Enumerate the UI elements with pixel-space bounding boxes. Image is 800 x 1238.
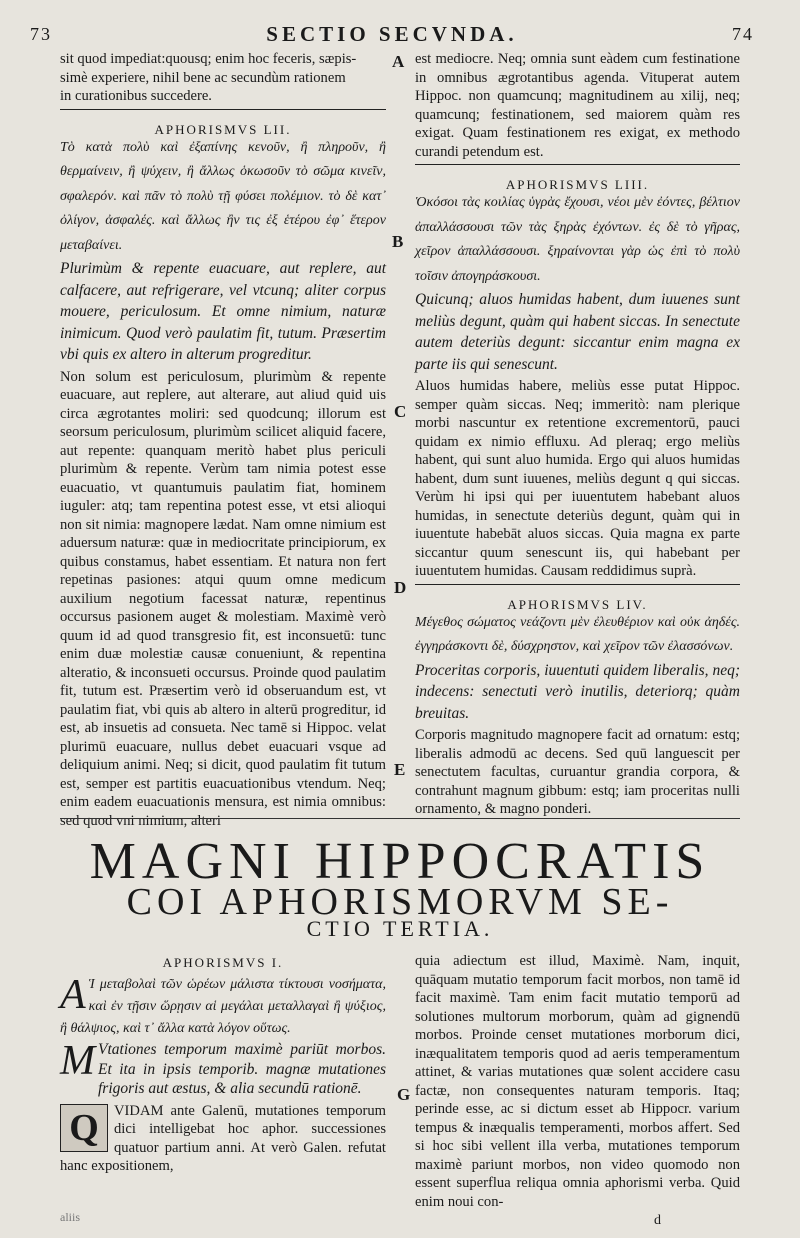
greek-text: Ὁκόσοι τὰς κοιλίας ὑγρὰς ἔχουσι, νέοι μὲν ἐόντες, βέλτιον ἀπαλλάσσουσι τῶν τὰς ξηρὰς ἐχόντων. ἐς δὲ τὸ γῆρας, χεῖρον ἀπαλλάσσουσι. ξηραίνονται γὰρ ὡς ἐπὶ τὸ πολὺ τοῖσιν ἀπογηράσκουσι. <box>415 195 740 284</box>
divider <box>60 109 386 110</box>
latin-translation: Plurimùm & repente euacuare, aut replere, aut calfacere, aut refrigerare, vel vtcunq; aliter corpus mouere, periculosum. Et omne nimium, naturæ inimicum. Quod verò paulatim fit, tutum. Præsertim vbi quis ex altero in alterum progreditur. <box>60 260 386 363</box>
greek-initial: Α <box>60 972 86 1018</box>
sec3-left-column <box>60 952 386 1176</box>
commentary: Corporis magnitudo magnopere facit ad ornatum: estq; liberalis admodū ac decens. Sed quū languescit per senectutem facultas, curuantur grandia corpora, & contrahunt magnum gibbum: estq; iam proceritas nulli ornamento, & magno ponderi. <box>415 727 740 817</box>
continued-text-line: in curationibus succedere. <box>60 88 212 104</box>
divider <box>415 584 740 585</box>
continued-text-line: sit quod impediat:quousq; enim hoc feceris, sæpis- <box>60 51 357 67</box>
aphorism-heading: APHORISMVS LIII. <box>505 177 650 192</box>
section-divider <box>60 818 740 819</box>
greek-text: Τὸ κατὰ πολὺ καὶ ἐξαπίνης κενοῦν, ἢ πληροῦν, ἢ θερμαίνειν, ἢ ψύχειν, ἢ ἄλλως ὁκωσοῦν τὸ σῶμα κινεῖν, σφαλερόν. καὶ πᾶν τὸ πολὺ τῇ φύσει πολέμιον. τὸ δὲ κατ᾽ ὀλίγον, ἀσφαλές. καὶ ἄλλως ἢν τις ἐξ ἑτέρου ἐφ᾽ ἕτερον μεταβαίνει. <box>60 139 386 253</box>
signature-mark: aliis <box>60 1210 80 1224</box>
right-column <box>415 50 740 819</box>
section-title-line-1: MAGNI HIPPOCRATIS <box>89 833 711 890</box>
commentary: Non solum est periculosum, plurimùm & repente euacuare, aut replere, aut alterare, aut aliud quid uis circa ægrotantes moliri: sed quodcunq; illorum est seorsum periculosum, plurimùm scilicet aliquid facere, aut repente: quanquam meritò habet plus periculi plurimùm & repente. Verùm tam nimia potest esse euacuatio, vt quantumuis paulatim fiat, hominem iuguler: atq; tam repentina potest esse, vt etsi alioqui non sit nimia: magnopere lædat. Nam omne nimium est aduersum naturæ: quæ in mediocritate principiorum, ex quibus constamus, habet essentiam. Et natura non fert repetinas pasiones: atqui quum omne medicum auxilium negotium facessat naturæ, repentinus occursus pasionem auget & molestiam. Maximè verò quum id ad quod transgresio fit, est inconsuetū: tunc enim duæ molestiæ causæ conueniunt, & repentina alteratio, & inconsueti occursus. Proinde quod paulatim fit, tutum est. Præsertim verò id obseruandum est, vt paulatim fiat, vbi quis ab altero in alterū progreditur, id est, ab insuetis ad consueta. Nec tamē si Hippoc. velat plurimū euacuare, nullus debet euacuari vsque ad deliquium animi. Neq; si dicit, quod paulatim fit tutum est, semper est partitis euacuationibus vtendum. Neq; enim eadem euacuationis mensura, est nimia omnibus: sed quod vni nimium, alteri <box>60 368 386 829</box>
latin-translation: Proceritas corporis, iuuentuti quidem liberalis, neq; indecens: senectuti verò inutilis, deteriorq; quàm breuitas. <box>415 661 740 722</box>
divider <box>415 164 740 165</box>
margin-letter-a: A <box>392 52 405 71</box>
sec3-right-column <box>415 952 740 1211</box>
continued-commentary: est mediocre. Neq; omnia sunt eàdem cum festinatione in omnibus ægrotantibus agenda. Vituperat autem Hippoc. non quamcunq; magnitudinem au xilij, neq; quamcunq; festinationem, sed maiorem quàm res exigat. Quam festinationem res exigat, ex methodo curandi petendum est. <box>415 51 740 160</box>
aphorism-heading: APHORISMVS LII. <box>154 121 292 137</box>
page-number-right: 74 <box>732 24 754 44</box>
margin-letter-g: G <box>397 1085 411 1104</box>
running-header <box>30 22 754 48</box>
latin-translation: M Vtationes temporum maximè pariūt morbos. Et ita in ipsis temporib. magnæ mutationes frigoris aut æstus, & alia secundū rationē. <box>60 1038 386 1097</box>
greek-text: Α Ἱ μεταβολαὶ τῶν ὡρέων μάλιστα τίκτουσι νοσήματα, καὶ ἐν τῇσιν ὥρῃσιν αἱ μεγάλαι μεταλλαγαὶ ἢ ψύξιος, ἢ θάλψιος, καὶ τ᾽ ἄλλα κατὰ λόγον οὕτως. <box>60 972 386 1036</box>
latin-initial: M <box>60 1038 95 1084</box>
continued-text-line: simè experiere, nihil bene ac secundùm rationem <box>60 69 346 86</box>
margin-letter-b: B <box>392 232 404 251</box>
commentary: Aluos humidas habere, meliùs esse putat Hippoc. semper quàm siccas. Neq; immeritò: nam plerique morbi nascuntur ex retentione excrementorū, pauci quidam ex nimio effluxu. Ad pleraq; ergo meliùs habent, qui sunt aluo humida. Ergo qui aluos humidas habent, dum sunt iuuenes, meliùs degunt q qui siccas. Verùm hi ipsi qui per iuuentutem habebant aluos humidas, in senectute deteriùs degunt, quàm qui in iuuentute habebāt aluos siccas. Quia magna ex parte siccantur quum senescunt iis, qui habebant per iuuentutem humidas. Causam reddidimus suprà. <box>415 378 740 579</box>
page-number-left: 73 <box>30 24 52 44</box>
ornamental-dropcap: Q <box>60 1104 108 1152</box>
margin-letter-c: C <box>394 402 407 421</box>
running-title: SECTIO SECVNDA. <box>266 22 518 46</box>
catchword: d <box>654 1213 661 1228</box>
greek-text: Μέγεθος σώματος νεάζοντι μὲν ἐλευθέριον καὶ οὐκ ἀηδές. ἐγγηράσκοντι δὲ, δύσχρηστον, καὶ χεῖρον τῶν ἐλασσόνων. <box>415 614 740 654</box>
margin-letter-e: E <box>394 760 406 779</box>
latin-translation: Quicunq; aluos humidas habent, dum iuuenes sunt meliùs degunt, quàm qui habent siccas. In senectute autem deteriùs degunt: siccantur enim magna ex parte iis qui senescunt. <box>415 291 740 373</box>
aphorism-heading: APHORISMVS I. <box>162 955 284 970</box>
aphorism-heading: APHORISMVS LIV. <box>507 596 648 612</box>
margin-letter-d: D <box>394 578 407 597</box>
section-title-line-2: COI APHORISMORVM SE- <box>126 881 674 923</box>
commentary: Q VIDAM ante Galenū, mutationes temporum dici intelligebat hoc aphor. successiones quatuor partium anni. At verò Galen. refutat hanc expositionem, <box>60 1102 386 1174</box>
left-column <box>60 50 386 830</box>
commentary: quia adiectum est illud, Maximè. Nam, inquit, quāquam mutatio temporum facit morbos, non tamē id facit maximè. Tam enim facit mutatio temporū ad solutiones multorum morborum, quàm ad gignendū morbos. Proinde censet mutationes morborum dici, inæqualitatem temporis quod ad aeris temperamentum attinet, & varias mutationes quæ solent accidere casu factæ, non consequentes naturam temporis. Itaq; perinde esse, ac si dictum esset ab Hippocr. varium tempus & inæqualis temperamenti, morbos affert. Sed si hoc sibi vellent illa verba, mutationes temporum maximè pariunt morbos, non video quomodo non essent superflua reliqua omnia aphorismi verba. Quid enim noui con- <box>415 953 740 1210</box>
section-title-line-3: CTIO TERTIA. <box>306 916 494 941</box>
